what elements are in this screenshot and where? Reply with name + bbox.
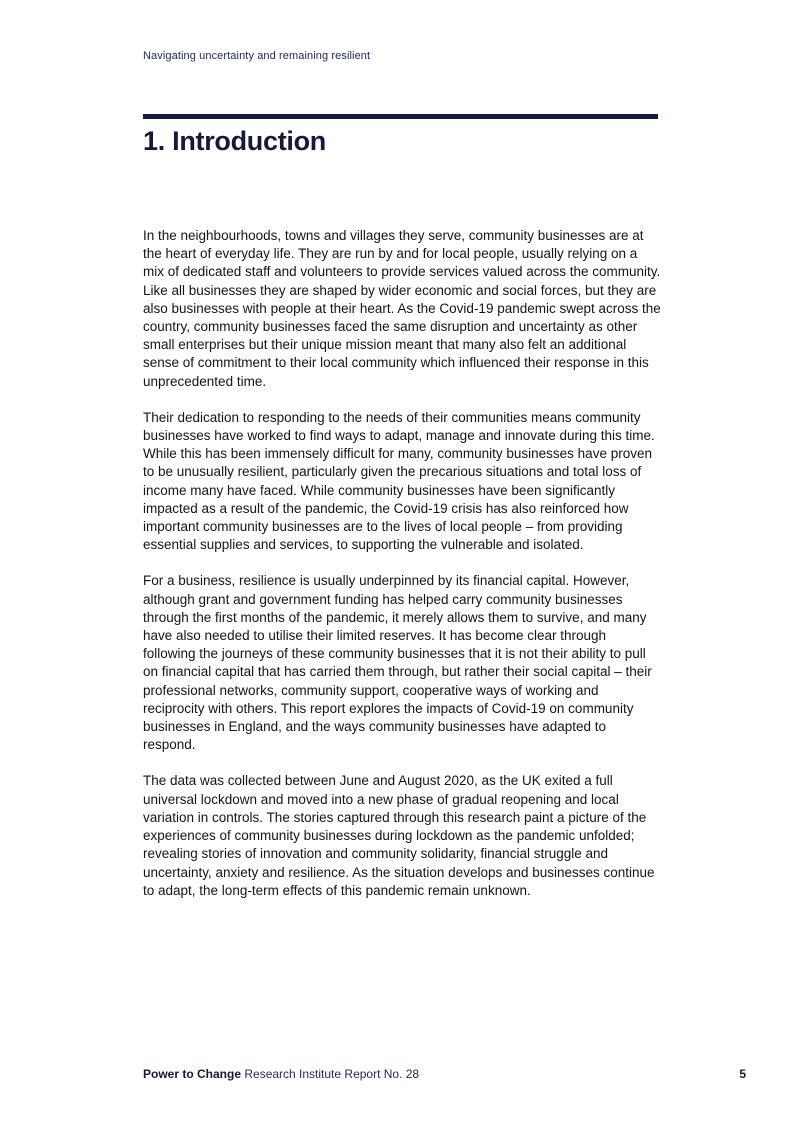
section-title: 1. Introduction xyxy=(143,126,326,156)
body-text xyxy=(143,227,661,918)
footer-brand: Power to Change xyxy=(143,1067,242,1081)
footer xyxy=(143,1067,419,1081)
page-number: 5 xyxy=(739,1067,746,1081)
title-rule xyxy=(143,114,658,119)
paragraph-1: In the neighbourhoods, towns and villages they serve, community businesses are at the heart of everyday life. They are run by and for local people, usually relying on a mix of dedicated staff and volunteers to provide services valued across the community. Like all businesses they are shaped by wider economic and social forces, but they are also businesses with people at their heart. As the Covid-19 pandemic swept across the country, community businesses faced the same disruption and uncertainty as other small enterprises but their unique mission meant that many also felt an additional sense of commitment to their local community which influenced their response in this unprecedented time. xyxy=(143,228,661,389)
footer-report-title: Research Institute Report No. 28 xyxy=(241,1067,420,1081)
paragraph-4: The data was collected between June and August 2020, as the UK exited a full universal lockdown and moved into a new phase of gradual reopening and local variation in controls. The stories captured through this research paint a picture of the experiences of community businesses during lockdown as the pandemic unfolded; revealing stories of innovation and community solidarity, financial struggle and uncertainty, anxiety and resilience. As the situation develops and businesses continue to adapt, the long-term effects of this pandemic remain unknown. xyxy=(143,773,655,898)
running-header: Navigating uncertainty and remaining resilient xyxy=(143,50,371,62)
paragraph-3: For a business, resilience is usually underpinned by its financial capital. However, although grant and government funding has helped carry community businesses through the first months of the pandemic, it merely allows them to survive, and many have also needed to utilise their limited reserves. It has become clear through following the journeys of these community businesses that it is not their ability to pull on financial capital that has carried them through, but rather their social capital – their professional networks, community support, cooperative ways of working and reciprocity with others. This report explores the impacts of Covid-19 on community businesses in England, and the ways community businesses have adapted to respond. xyxy=(143,573,652,753)
paragraph-2: Their dedication to responding to the needs of their communities means community businesses have worked to find ways to adapt, manage and innovate during this time. While this has been immensely difficult for many, community businesses have proven to be unusually resilient, particularly given the precarious situations and total loss of income many have faced. While community businesses have been significantly impacted as a result of the pandemic, the Covid-19 crisis has also reinforced how important community businesses are to the lives of local people – from providing essential supplies and services, to supporting the vulnerable and isolated. xyxy=(143,409,655,553)
